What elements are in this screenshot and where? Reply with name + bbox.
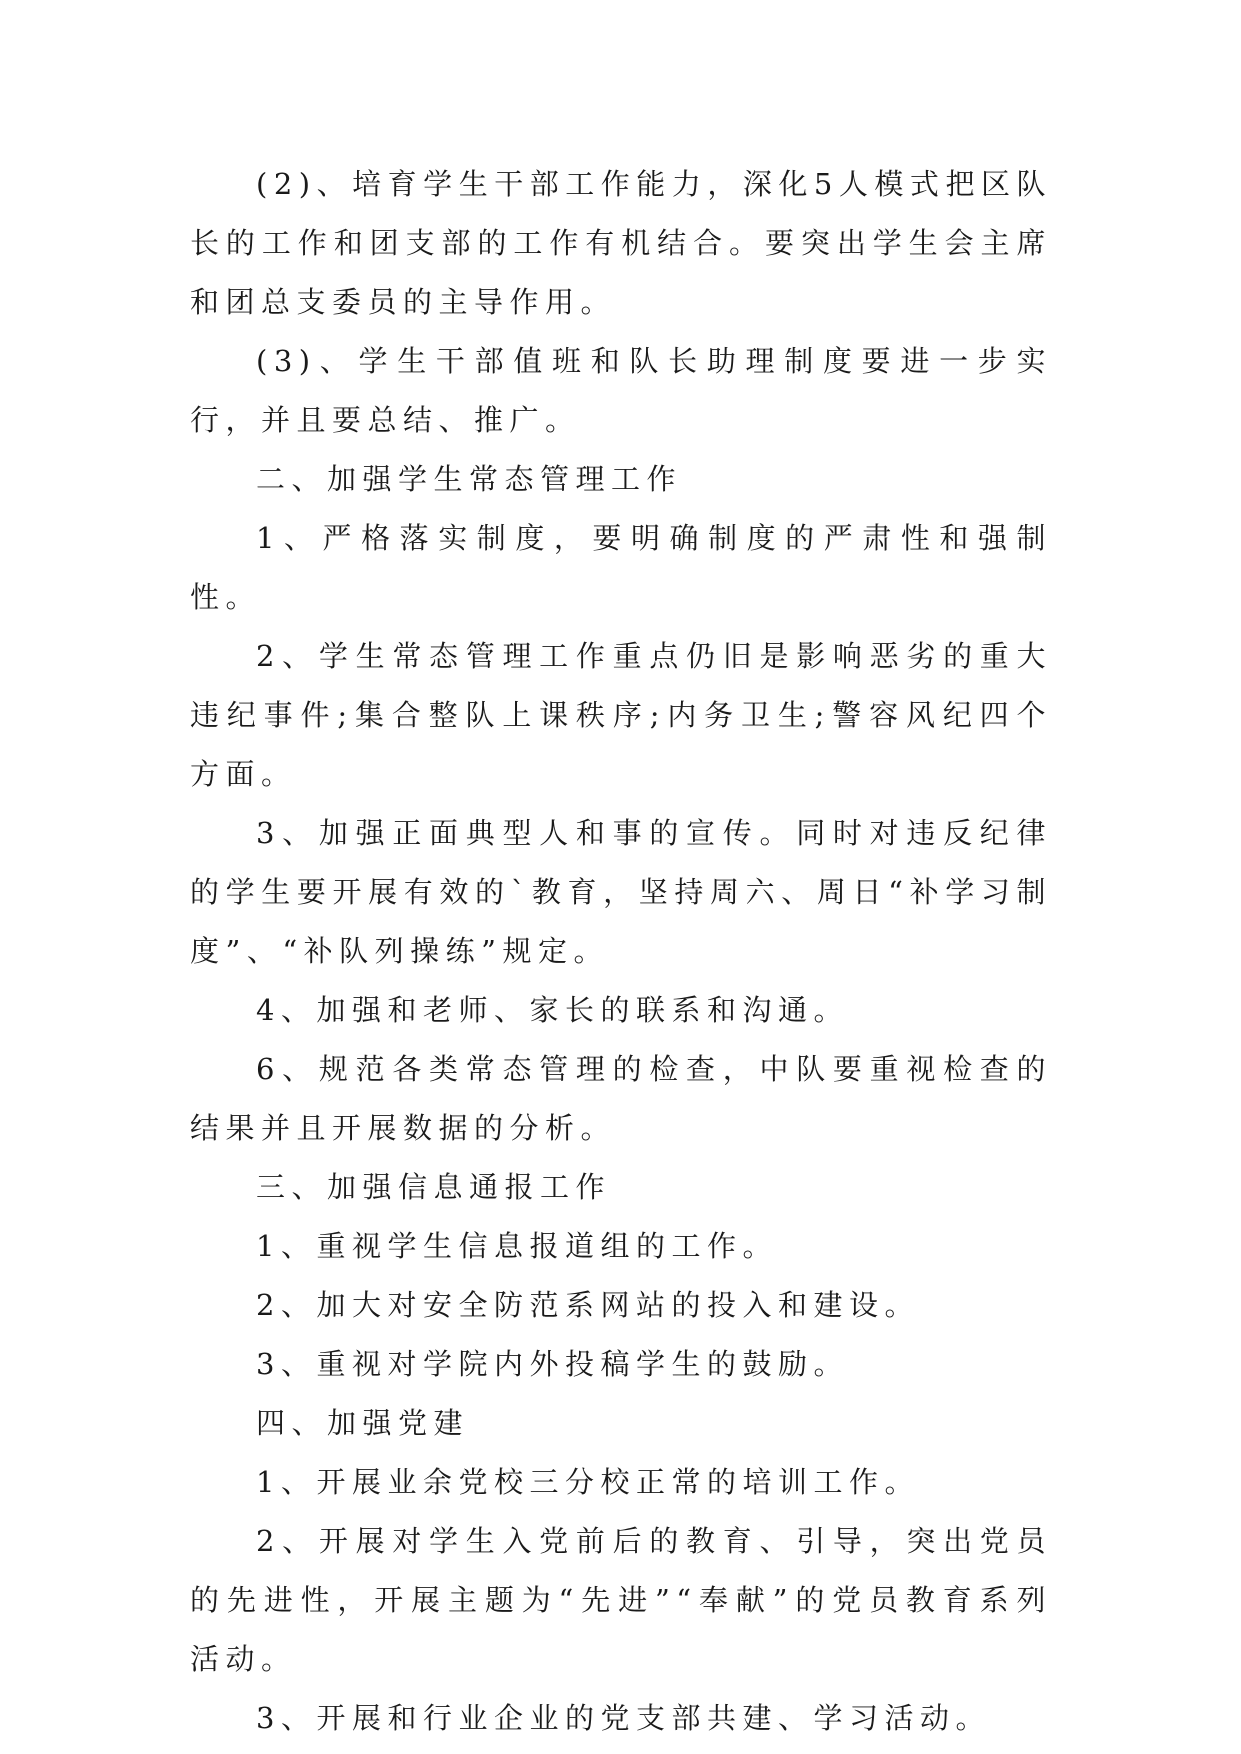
paragraph: 3、加强正面典型人和事的宣传。同时对违反纪律的学生要开展有效的`教育，坚持周六、周日“补学习制度”、“补队列操练”规定。 bbox=[190, 816, 1052, 968]
document-body bbox=[190, 155, 1052, 1748]
paragraph: (2)、培育学生干部工作能力，深化5人模式把区队长的工作和团支部的工作有机结合。要突出学生会主席和团总支委员的主导作用。 bbox=[190, 167, 1052, 319]
paragraph: 1、重视学生信息报道组的工作。 bbox=[256, 1229, 778, 1263]
section-heading: 二、加强学生常态管理工作 bbox=[256, 462, 683, 496]
section-heading: 四、加强党建 bbox=[256, 1406, 470, 1440]
paragraph: 2、学生常态管理工作重点仍旧是影响恶劣的重大违纪事件;集合整队上课秩序;内务卫生;警容风纪四个方面。 bbox=[190, 639, 1052, 791]
paragraph: 2、开展对学生入党前后的教育、引导，突出党员的先进性，开展主题为“先进”“奉献”的党员教育系列活动。 bbox=[190, 1524, 1052, 1676]
paragraph: 4、加强和老师、家长的联系和沟通。 bbox=[256, 993, 849, 1027]
section-heading: 三、加强信息通报工作 bbox=[256, 1170, 612, 1204]
paragraph: 1、严格落实制度，要明确制度的严肃性和强制性。 bbox=[190, 521, 1052, 614]
paragraph: (3)、学生干部值班和队长助理制度要进一步实行，并且要总结、推广。 bbox=[190, 344, 1052, 437]
paragraph: 1、开展业余党校三分校正常的培训工作。 bbox=[256, 1465, 920, 1499]
paragraph: 3、开展和行业企业的党支部共建、学习活动。 bbox=[256, 1701, 991, 1735]
paragraph: 6、规范各类常态管理的检查，中队要重视检查的结果并且开展数据的分析。 bbox=[190, 1052, 1052, 1145]
paragraph: 3、重视对学院内外投稿学生的鼓励。 bbox=[256, 1347, 849, 1381]
paragraph: 2、加大对安全防范系网站的投入和建设。 bbox=[256, 1288, 920, 1322]
